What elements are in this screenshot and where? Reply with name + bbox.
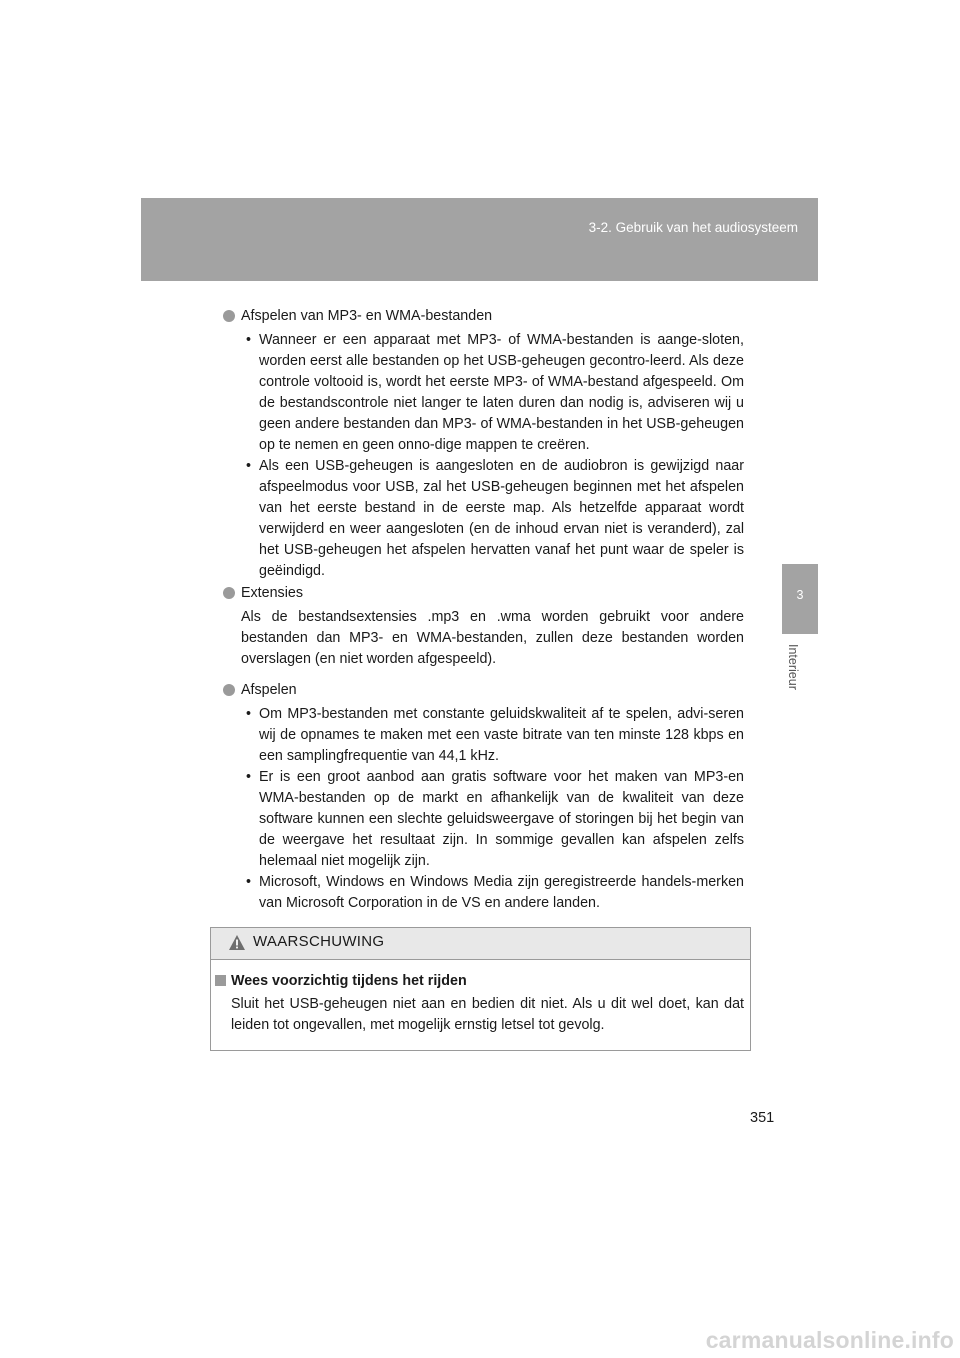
bullet-glyph: • (246, 769, 252, 785)
warning-triangle-icon (228, 934, 246, 951)
warning-subheading-text: Wees voorzichtig tijdens het rijden (231, 973, 467, 989)
section-heading-text: Afspelen van MP3- en WMA-bestanden (241, 308, 493, 324)
section-heading-text: Extensies (241, 585, 303, 601)
list-item-text: Wanneer er een apparaat met MP3- of WMA-bestanden is aange-sloten, worden eerst alle bestanden op het USB-geheugen gecontro-leerd. Als deze controle voltooid is, wordt het eerste MP3- of WMA-bestand afgespeeld. Om de bestandscontrole niet langer te laten duren dan nodig is, adviseren wij u geen andere bestanden dan MP3- of WMA-bestanden in het USB-geheugen op te nemen en geen onno-dige mappen te creëren. (259, 332, 744, 453)
list-item (222, 767, 744, 872)
circle-bullet-icon (223, 587, 235, 599)
section-heading (222, 680, 744, 701)
warning-text: Sluit het USB-geheugen niet aan en bedien dit niet. Als u dit wel doet, kan dat leiden tot ongevallen, met mogelijk ernstig letsel tot gevolg. (231, 996, 744, 1033)
section-heading (222, 306, 744, 327)
bullet-glyph: • (246, 874, 252, 890)
section-heading-text: Afspelen (241, 682, 297, 698)
warning-box (210, 927, 751, 1051)
bullet-list (222, 330, 744, 582)
main-content (222, 306, 744, 914)
list-item (222, 456, 744, 582)
section-paragraph: Als de bestandsextensies .mp3 en .wma worden gebruikt voor andere bestanden dan MP3- en WMA-bestanden, zullen deze bestanden worden overslagen (en niet worden afgespeeld). (241, 609, 744, 667)
list-item-text: Als een USB-geheugen is aangesloten en de audiobron is gewijzigd naar afspeelmodus voor USB, zal het USB-geheugen beginnen met het afspelen van het eerste bestand in de eerste map. Als hetzelfde apparaat wordt verwijderd en weer aangesloten (en de inhoud ervan niet is veranderd), zal het USB-geheugen het afspelen hervatten vanaf het punt waar de speler is geëindigd. (259, 458, 744, 579)
list-item (222, 330, 744, 456)
chapter-label: Interieur (786, 644, 800, 690)
section-heading (222, 583, 744, 604)
chapter-header-band (141, 198, 818, 281)
section-afspelen-bestanden (222, 306, 744, 582)
section-extensies (222, 583, 744, 670)
page-number: 351 (750, 1110, 775, 1126)
warning-subheading (215, 971, 744, 992)
warning-title: WAARSCHUWING (253, 933, 385, 950)
list-item-text: Om MP3-bestanden met constante geluidskwaliteit af te spelen, advi-seren wij de opnames te maken met een vaste bitrate van ten minste 128 kbps en een samplingfrequentie van 44,1 kHz. (259, 706, 744, 764)
warning-body (211, 960, 750, 1036)
list-item (222, 704, 744, 767)
section-title: 3-2. Gebruik van het audiosysteem (588, 220, 798, 235)
list-item-text: Microsoft, Windows en Windows Media zijn geregistreerde handels-merken van Microsoft Corporation in de VS en andere landen. (259, 874, 744, 911)
bullet-glyph: • (246, 706, 252, 722)
square-marker-icon (215, 975, 226, 986)
chapter-number: 3 (796, 588, 804, 602)
section-afspelen (222, 680, 744, 914)
list-item-text: Er is een groot aanbod aan gratis software voor het maken van MP3-en WMA-bestanden op de markt en afhankelijk van de kwaliteit van deze software kunnen een slechte geluidsweergave of storingen bij het begin van de weergave het resultaat zijn. In sommige gevallen kan afspelen zelfs helemaal niet mogelijk zijn. (259, 769, 744, 869)
bullet-glyph: • (246, 332, 252, 348)
circle-bullet-icon (223, 310, 235, 322)
list-item (222, 872, 744, 914)
chapter-tab (782, 564, 818, 634)
warning-header (211, 928, 750, 960)
bullet-list (222, 704, 744, 914)
watermark: carmanualsonline.info (705, 1327, 954, 1353)
circle-bullet-icon (223, 684, 235, 696)
bullet-glyph: • (246, 458, 252, 474)
chapter-label-container (782, 634, 818, 714)
